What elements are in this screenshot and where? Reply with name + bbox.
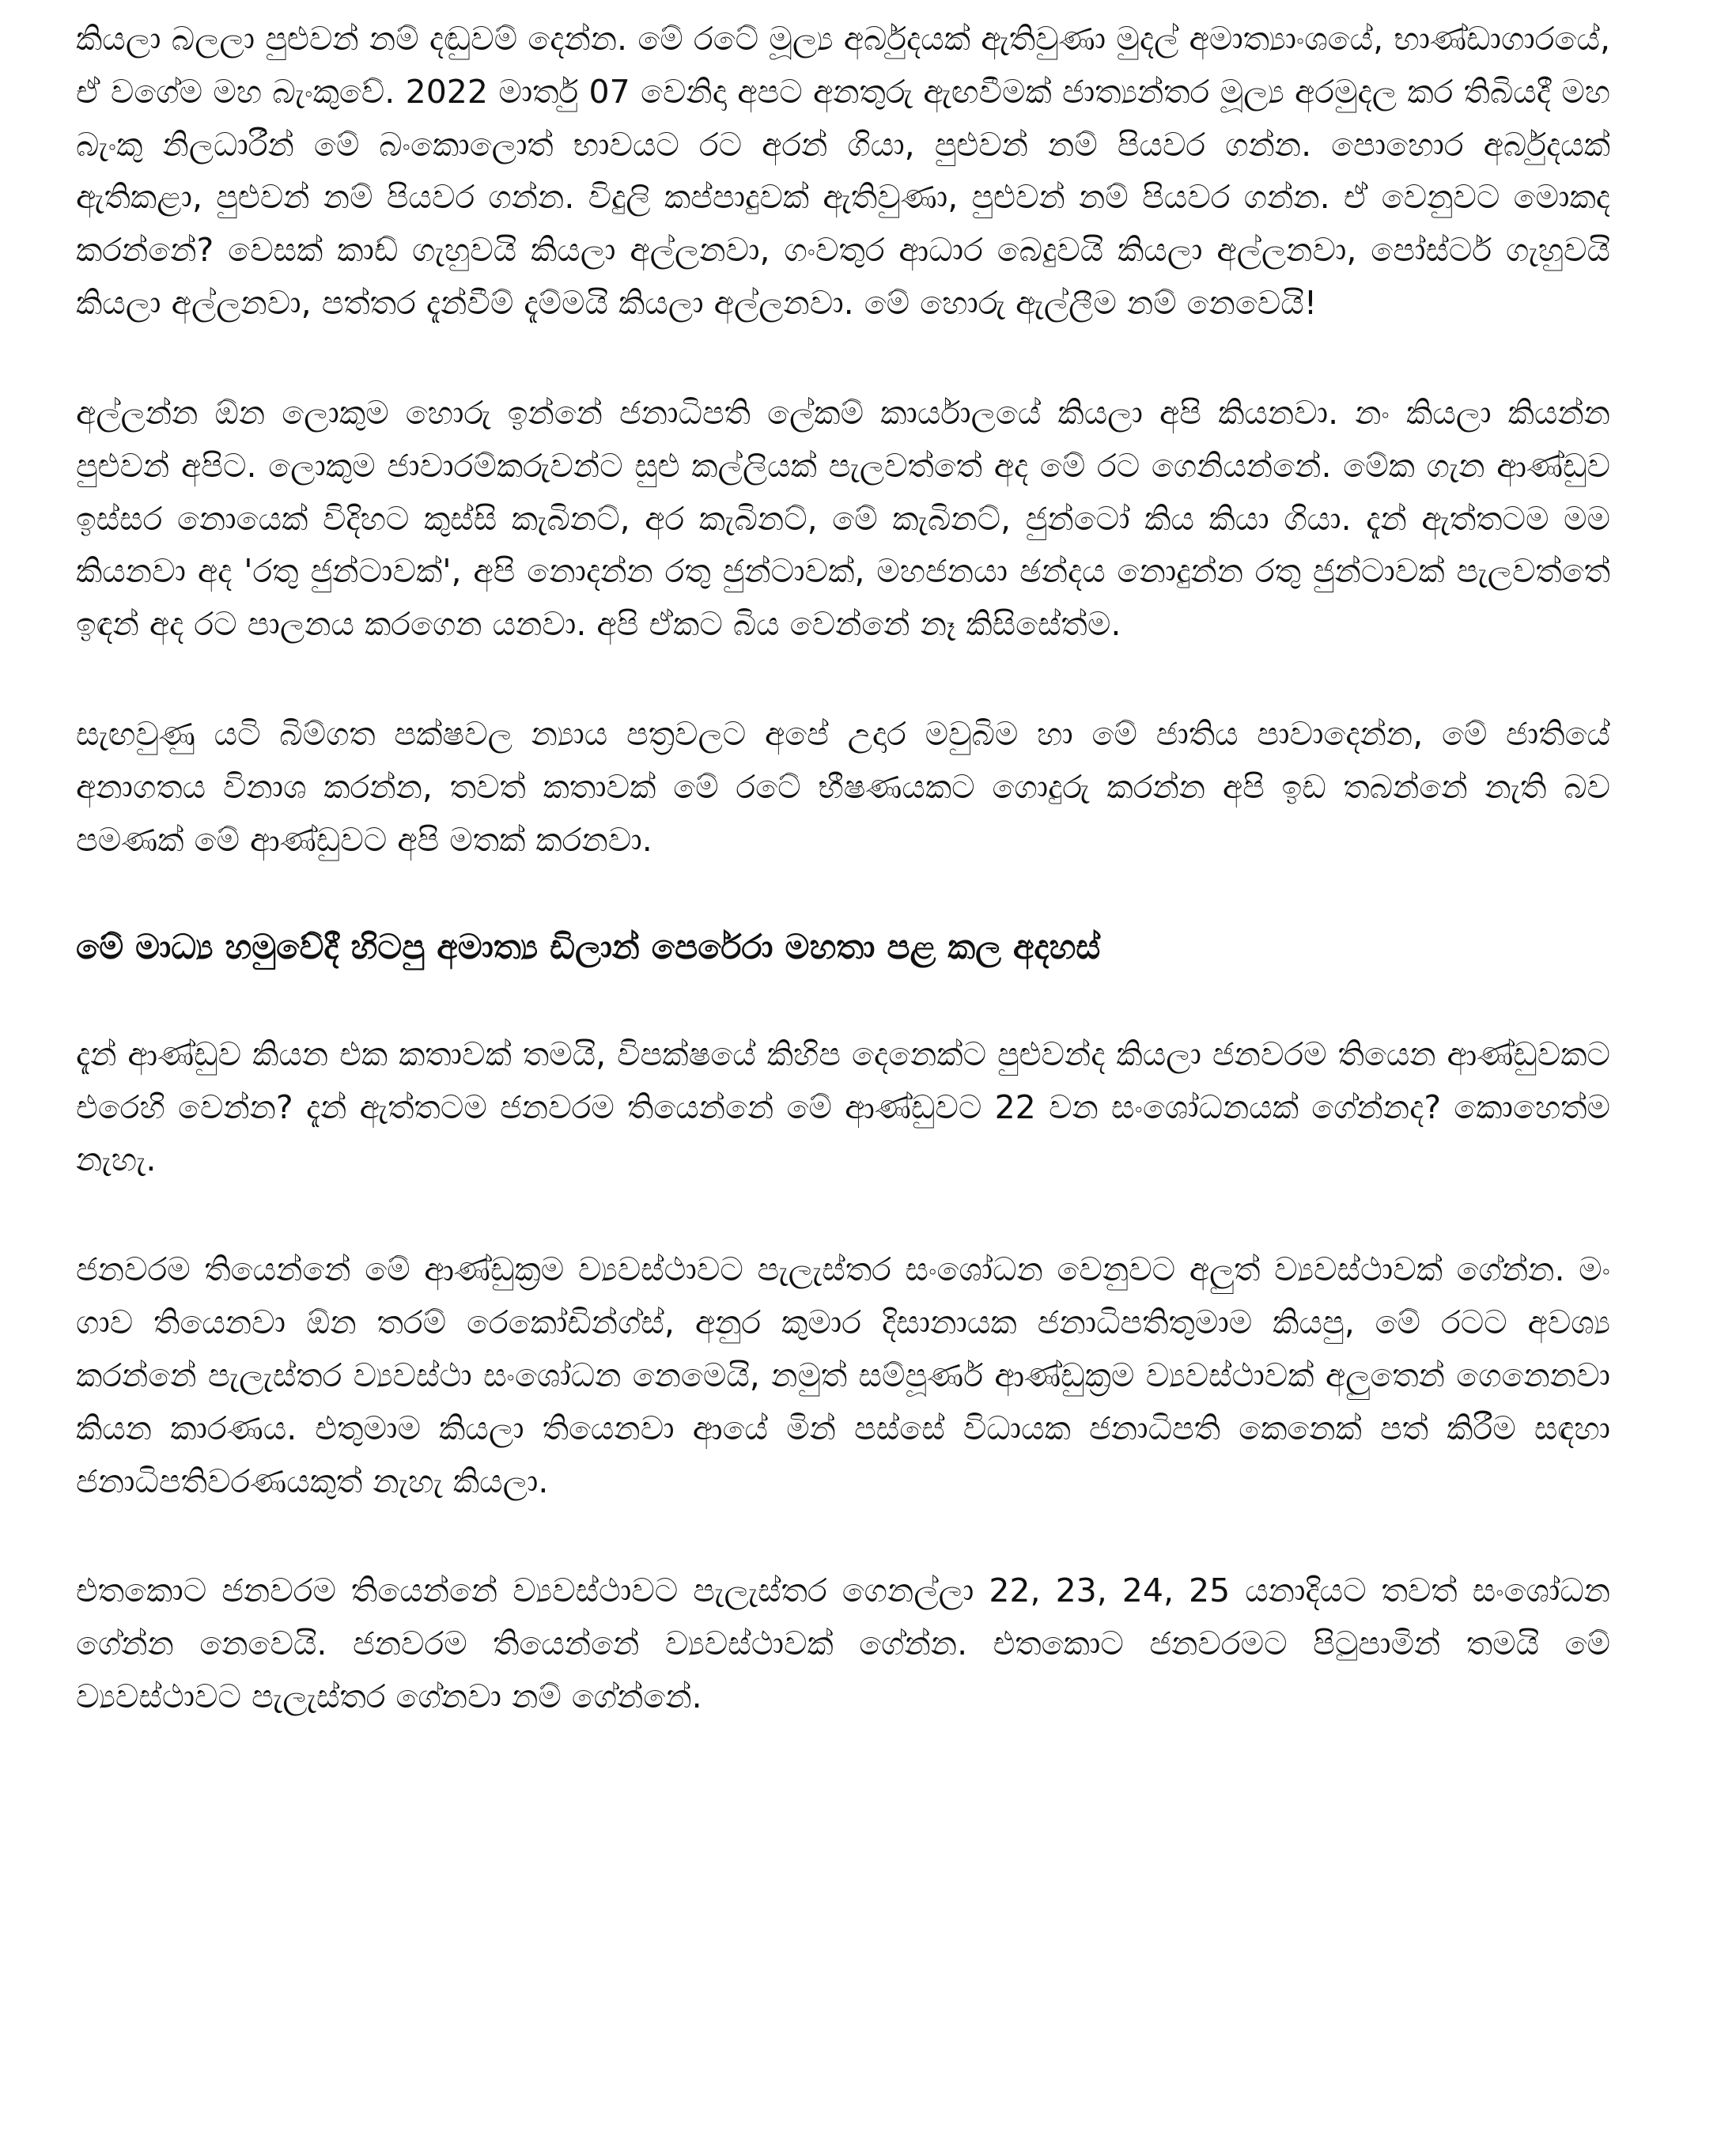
article-body xyxy=(76,13,1610,1723)
paragraph-4: දැන් ආණ්ඩුව කියන එක කතාවක් තමයි, විපක්ෂයේ කිහිප දෙනෙක්ට පුළුවන්ද කියලා ජනවරම තියෙන ආණ්ඩුවකට එරෙහි වෙන්න? දැන් ඇත්තටම ජනවරම තියෙන්නේ මේ ආණ්ඩුවට 22 වන සංශෝධනයක් ගේන්නද? කොහෙත්ම නැහැ. xyxy=(76,1034,1610,1179)
paragraph-1: කියලා බලලා පුළුවන් නම් දඬුවම් දෙන්න. මේ රටේ මූල්‍ය අර්බුදයක් ඇතිවුණා මුදල් අමාත්‍යාංශයේ, භාණ්ඩාගාරයේ, ඒ වගේම මහ බැංකුවේ. 2022 මාර්තු 07 වෙනිදා අපට අනතුරු ඇඟවීමක් ජාත්‍යන්තර මූල්‍ය අරමුදල කර තිබියදී මහ බැංකු නිලධාරීන් මේ බංකොලොත් භාවයට රට අරන් ගියා, පුළුවන් නම් පියවර ගන්න. පොහොර අර්බුදයක් ඇතිකළා, පුළුවන් නම් පියවර ගන්න. විදුලි කප්පාදුවක් ඇතිවුණා, පුළුවන් නම් පියවර ගන්න. ඒ වෙනුවට මොකද කරන්නේ? වෙසක් කාඩ් ගැහුවයි කියලා අල්ලනවා, ගංවතුර ආධාර බෙදුවයි කියලා අල්ලනවා, පෝස්ටර් ගැහුවයි කියලා අල්ලනවා, පත්තර දැන්වීම් දැම්මයි කියලා අල්ලනවා. මේ හොරු ඇල්ලීම නම් නෙවෙයි! xyxy=(76,20,1610,323)
paragraph-5: ජනවරම තියෙන්නේ මේ ආණ්ඩුක්‍රම ව්‍යවස්ථාවට පැලැස්තර සංශෝධන වෙනුවට අලුත් ව්‍යවස්ථාවක් ගේන්න. මං ගාව තියෙනවා ඕන තරම් රෙකෝඩින්ග්ස්, අනුර කුමාර දිසානායක ජනාධිපතිතුමාම කියපු, මේ රටට අවශ්‍ය කරන්නේ පැලැස්තර ව්‍යවස්ථා සංශෝධන නෙමෙයි, නමුත් සම්පූර්ණ ආණ්ඩුක්‍රම ව්‍යවස්ථාවක් අලුතෙන් ගෙනෙනවා කියන කාරණය. එතුමාම කියලා තියෙනවා ආයේ මින් පස්සේ විධායක ජනාධිපති කෙනෙක් පත් කිරීම සඳහා ජනාධිපතිවරණයකුත් නැහැ කියලා. xyxy=(76,1250,1610,1500)
paragraph-3: සැඟවුණු යටි බිම්ගත පක්ෂවල න්‍යාය පත්‍රවලට අපේ උදාර මවුබිම හා මේ ජාතිය පාවාදෙන්න, මේ ජාතියේ අනාගතය විනාශ කරන්න, තවත් කතාවක් මේ රටේ භීෂණයකට ගොදුරු කරන්න අපි ඉඩ තබන්නේ නැති බව පමණක් මේ ආණ්ඩුවට අපි මතක් කරනවා. xyxy=(76,715,1610,859)
section-heading: මේ මාධ්‍ය හමුවේදී හිටපු අමාත්‍ය ඩිලාන් පෙරේරා මහතා පළ කල අදහස් xyxy=(76,927,1101,967)
paragraph-6: එතකොට ජනවරම තියෙන්නේ ව්‍යවස්ථාවට පැලැස්තර ගෙනල්ලා 22, 23, 24, 25 යනාදියට තවත් සංශෝධන ගේන්න නෙවෙයි. ජනවරම තියෙන්නේ ව්‍යවස්ථාවක් ගේන්න. එතකොට ජනවරමට පිටුපාමින් තමයි මේ ව්‍යවස්ථාවට පැලැස්තර ගේනවා නම් ගේන්නේ. xyxy=(76,1571,1610,1716)
paragraph-2: අල්ලන්න ඕන ලොකුම හොරු ඉන්නේ ජනාධිපති ලේකම් කාර්යාලයේ කියලා අපි කියනවා. නං කියලා කියන්න පුළුවන් අපිට. ලොකුම ජාවාරම්කරුවන්ට සුළු කල්ලියක් පැලවත්තේ අද මේ රට ගෙනියන්නේ. මේක ගැන ආණ්ඩුව ඉස්සර නොයෙක් විදිහට කුස්සි කැබිනට්, අර කැබිනට්, මේ කැබිනට්, ජුන්ටෝ කිය කියා ගියා. දැන් ඇත්තටම මම කියනවා අද 'රතු ජුන්ටාවක්', අපි නොදන්න රතු ජුන්ටාවක්, මහජනයා ඡන්දය නොදුන්න රතු ජුන්ටාවක් පැලවත්තේ ඉඳන් අද රට පාලනය කරගෙන යනවා. අපි ඒකට බිය වෙන්නේ නෑ කිසිසේත්ම. xyxy=(76,393,1610,644)
